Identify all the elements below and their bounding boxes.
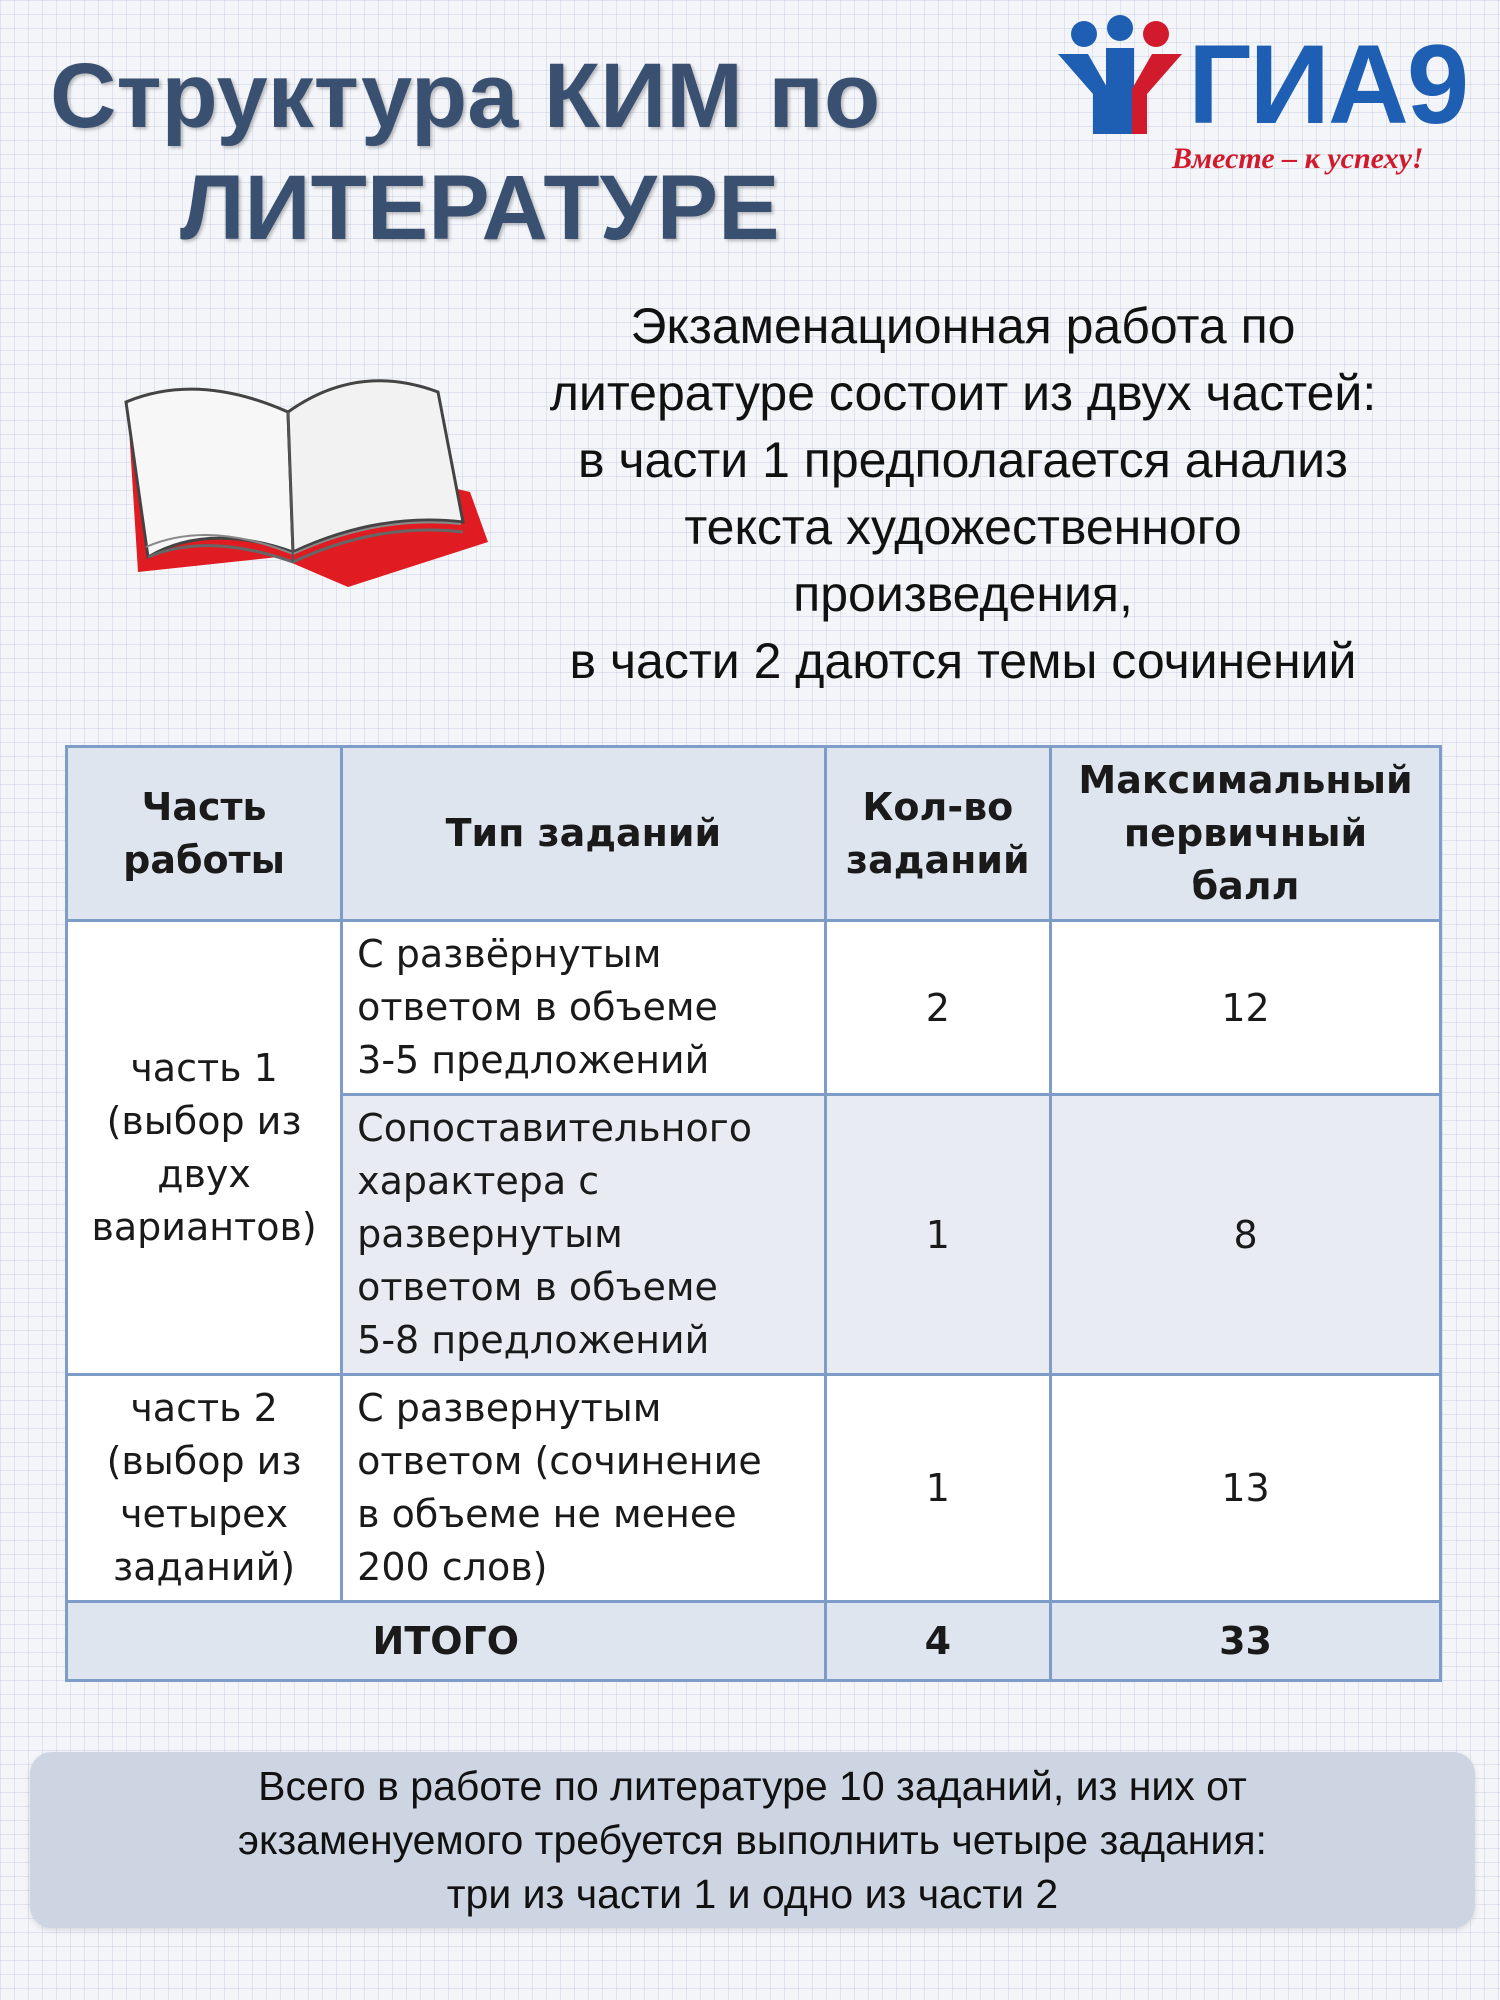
open-book-icon (118, 372, 488, 592)
task-type-cell: С развернутым ответом (сочинение в объеме не менее 200 слов) (342, 1375, 825, 1602)
intro-line: Экзаменационная работа по (630, 298, 1296, 354)
page-title (50, 40, 1000, 264)
task-type-cell: Сопоставительного характера с развернутым ответом в объеме 5-8 предложений (342, 1095, 825, 1375)
page-title-line2: ЛИТЕРАТУРЕ (180, 157, 780, 259)
intro-line: литературе состоит из двух частей: (549, 365, 1377, 421)
logo-wordmark: ГИА9 (1188, 22, 1468, 147)
table-header-row (67, 747, 1441, 921)
summary-note (30, 1752, 1475, 1928)
total-score: 33 (1051, 1602, 1441, 1681)
header-score: Максимальный первичный балл (1051, 747, 1441, 921)
note-line: три из части 1 и одно из части 2 (446, 1871, 1059, 1917)
part-2-cell: часть 2 (выбор из четырех заданий) (67, 1375, 342, 1602)
exam-structure-table (65, 745, 1442, 1682)
task-type-cell: С развёрнутым ответом в объеме 3-5 предложений (342, 921, 825, 1095)
intro-line: произведения, (793, 566, 1133, 622)
task-count-cell: 1 (825, 1375, 1051, 1602)
max-score-cell: 13 (1051, 1375, 1441, 1602)
table-total-row (67, 1602, 1441, 1681)
max-score-cell: 12 (1051, 921, 1441, 1095)
header-type: Тип заданий (342, 747, 825, 921)
part-1-cell: часть 1 (выбор из двух вариантов) (67, 921, 342, 1375)
task-count-cell: 2 (825, 921, 1051, 1095)
table-row (67, 1375, 1441, 1602)
note-line: экзаменуемого требуется выполнить четыре задания: (238, 1817, 1267, 1863)
total-label: ИТОГО (67, 1602, 826, 1681)
max-score-cell: 8 (1051, 1095, 1441, 1375)
gia9-logo (1048, 14, 1488, 184)
page-title-line1: Структура КИМ по (50, 45, 881, 147)
intro-text (488, 293, 1438, 695)
header-count: Кол-во заданий (825, 747, 1051, 921)
logo-slogan: Вместе – к успеху! (1172, 142, 1424, 175)
table-row (67, 921, 1441, 1095)
intro-line: в части 2 даются темы сочинений (569, 633, 1357, 689)
task-count-cell: 1 (825, 1095, 1051, 1375)
intro-line: в части 1 предполагается анализ (578, 432, 1348, 488)
header-part: Часть работы (67, 747, 342, 921)
note-line: Всего в работе по литературе 10 заданий, из них от (258, 1763, 1247, 1809)
intro-line: текста художественного (684, 499, 1242, 555)
total-count: 4 (825, 1602, 1051, 1681)
people-logo-icon (1048, 14, 1198, 139)
